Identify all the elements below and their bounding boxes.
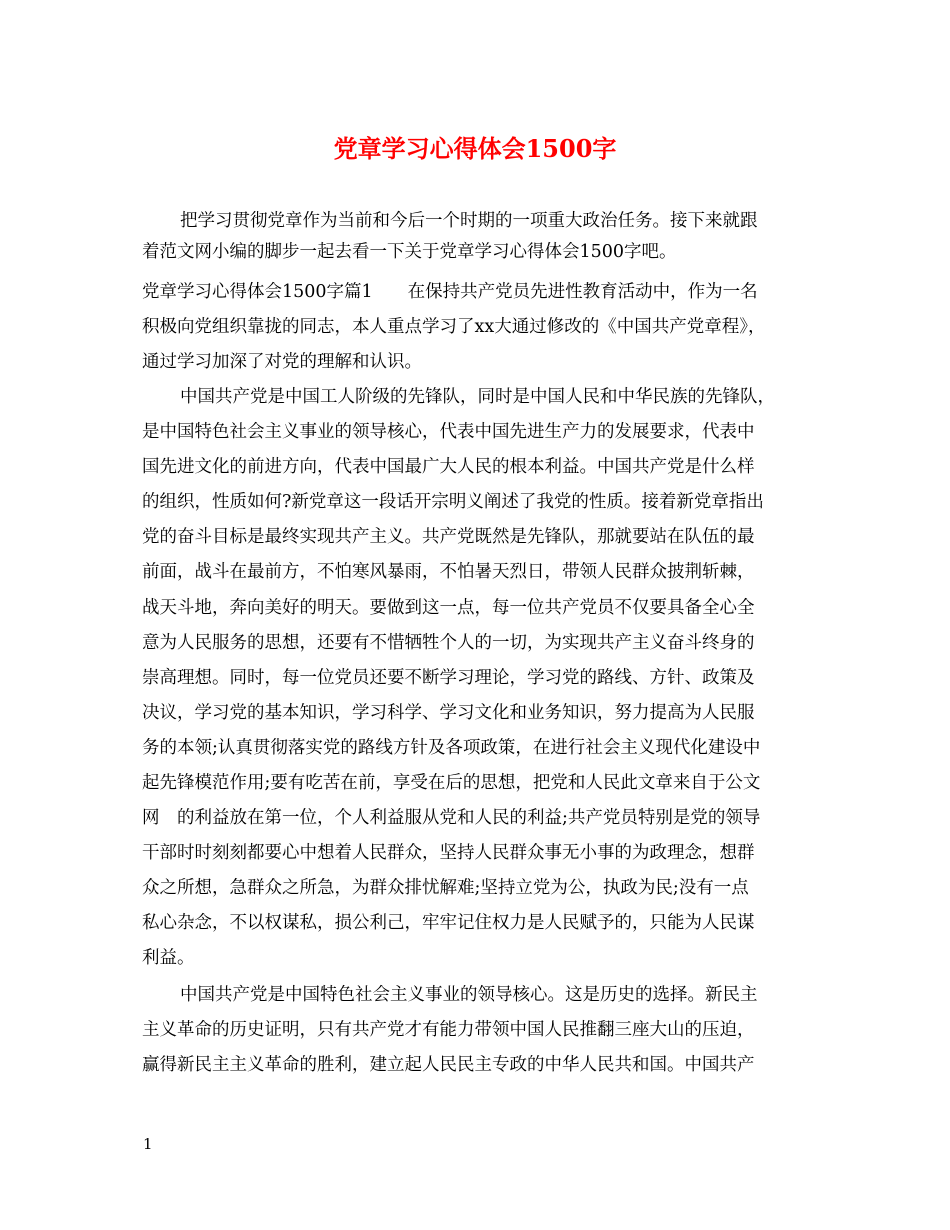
body-line: 私心杂念，不以权谋私，损公利己，牢牢记住权力是人民赋予的，只能为人民谋	[142, 913, 755, 933]
body-line: 国先进文化的前进方向，代表中国最广大人民的根本利益。中国共产党是什么样	[142, 457, 755, 477]
body-line: 务的本领;认真贯彻落实党的路线方针及各项政策，在进行社会主义现代化建设中	[142, 738, 761, 758]
body-line: 前面，战斗在最前方，不怕寒风暴雨，不怕暑天烈日，带领人民群众披荆斩棘，	[142, 562, 755, 582]
body-line: 利益。	[142, 948, 195, 968]
body-line: 中国共产党是中国特色社会主义事业的领导核心。这是历史的选择。新民主	[180, 985, 758, 1005]
body-line: 党的奋斗目标是最终实现共产主义。共产党既然是先锋队，那就要站在队伍的最	[142, 527, 755, 547]
page-number: 1	[143, 1135, 153, 1153]
document-title: 党章学习心得体会1500字	[333, 134, 617, 163]
body-line: 战天斗地，奔向美好的明天。要做到这一点，每一位共产党员不仅要具备全心全	[142, 598, 755, 618]
body-line: 干部时时刻刻都要心中想着人民群众，坚持人民群众事无小事的为政理念，想群	[142, 843, 755, 863]
body-line: 把学习贯彻党章作为当前和今后一个时期的一项重大政治任务。接下来就跟	[180, 211, 758, 231]
body-line: 决议，学习党的基本知识，学习科学、学习文化和业务知识，努力提高为人民服	[142, 703, 755, 723]
body-line: 崇高理想。同时，每一位党员还要不断学习理论，学习党的路线、方针、政策及	[142, 668, 755, 688]
body-line: 是中国特色社会主义事业的领导核心，代表中国先进生产力的发展要求，代表中	[142, 422, 755, 442]
body-line: 意为人民服务的思想，还要有不惜牺牲个人的一切，为实现共产主义奋斗终身的	[142, 633, 755, 653]
body-line: 的组织，性质如何?新党章这一段话开宗明义阐述了我党的性质。接着新党章指出	[142, 492, 764, 512]
body-line: 赢得新民主主义革命的胜利，建立起人民民主专政的中华人民共和国。中国共产	[142, 1055, 755, 1075]
body-line: 主义革命的历史证明，只有共产党才有能力带领中国人民推翻三座大山的压迫，	[142, 1020, 755, 1040]
body-line: 众之所想，急群众之所急，为群众排忧解难;坚持立党为公，执政为民;没有一点	[142, 878, 749, 898]
body-line: 党章学习心得体会1500字篇1 在保持共产党员先进性教育活动中，作为一名	[142, 282, 758, 302]
body-line: 起先锋模范作用;要有吃苦在前，享受在后的思想，把党和人民此文章来自于公文	[142, 773, 761, 793]
body-line: 着范文网小编的脚步一起去看一下关于党章学习心得体会1500字吧。	[142, 242, 677, 262]
body-line: 通过学习加深了对党的理解和认识。	[142, 352, 422, 372]
body-line: 中国共产党是中国工人阶级的先锋队，同时是中国人民和中华民族的先锋队，	[180, 387, 775, 407]
body-line: 积极向党组织靠拢的同志，本人重点学习了xx大通过修改的《中国共产党章程》，	[142, 317, 766, 337]
body-line: 网 的利益放在第一位，个人利益服从党和人民的利益;共产党员特别是党的领导	[142, 808, 761, 828]
